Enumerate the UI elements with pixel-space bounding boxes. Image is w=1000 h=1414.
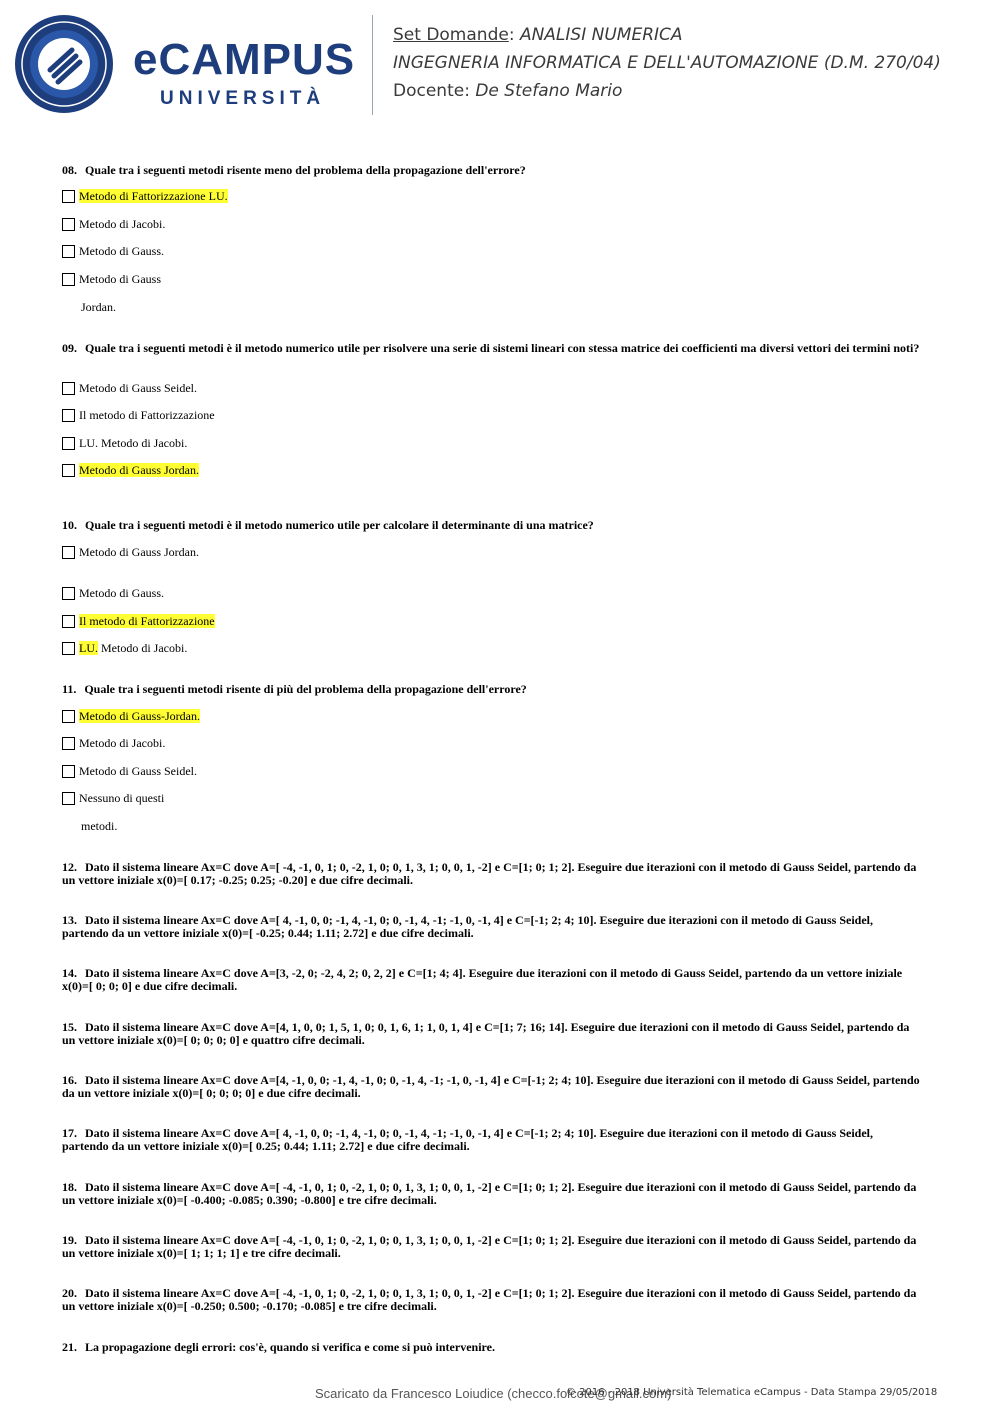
course-name: INGEGNERIA INFORMATICA E DELL'AUTOMAZIONE (D.M. 270/04) — [393, 53, 941, 73]
answer-label: Il metodo di Fattorizzazione — [79, 408, 215, 422]
checkbox[interactable] — [62, 546, 75, 559]
answer-option[interactable] — [62, 614, 215, 629]
answer-option[interactable] — [62, 791, 164, 806]
question-11: 11. Quale tra i seguenti metodi risente di più del problema della propagazione dell'errore? — [62, 682, 527, 696]
answer-option[interactable] — [62, 217, 165, 232]
header-divider — [372, 15, 373, 115]
answer-label-correct: LU. — [79, 641, 98, 655]
answer-option[interactable] — [62, 641, 187, 656]
answer-label: Metodo di Gauss Jordan. — [79, 545, 199, 559]
question-08: 08. Quale tra i seguenti metodi risente meno del problema della propagazione dell'errore? — [62, 163, 526, 177]
question-14: 14. Dato il sistema lineare Ax=C dove A=[3, -2, 0; -2, 4, 2; 0, 2, 2] e C=[1; 4; 4]. Eseguire due iterazioni con il metodo di Gauss Seidel, partendo da un vettore iniziale x(0)=[ 0; 0; 0] e due cifre decimali. — [62, 966, 903, 993]
answer-label: Metodo di Gauss. — [79, 244, 164, 258]
download-watermark: Scaricato da Francesco Loiudice (checco.folcote@gmail.com) — [315, 1386, 672, 1401]
question-10: 10. Quale tra i seguenti metodi è il metodo numerico utile per calcolare il determinante di una matrice? — [62, 518, 594, 532]
checkbox[interactable] — [62, 642, 75, 655]
answer-label-correct: Metodo di Gauss Jordan. — [79, 463, 199, 477]
answer-option[interactable] — [62, 463, 199, 478]
answer-option[interactable] — [62, 381, 197, 396]
question-12: 12. Dato il sistema lineare Ax=C dove A=[ -4, -1, 0, 1; 0, -2, 1, 0; 0, 1, 3, 1; 0, 0, 1, -2] e C=[1; 0; 1; 2]. Eseguire due iterazioni con il metodo di Gauss Seidel, partendo da un vettore iniziale x(0)=[ 0.17; -0.25; 0.25; -0.20] e due cifre decimali. — [62, 860, 917, 887]
answer-label: Metodo di Jacobi. — [79, 217, 166, 231]
answer-label: LU. Metodo di Jacobi. — [79, 436, 188, 450]
answer-option[interactable] — [62, 736, 165, 751]
question-09: 09. Quale tra i seguenti metodi è il metodo numerico utile per risolvere una serie di sistemi lineari con stessa matrice dei coefficienti ma diversi vettori dei termini noti? — [62, 341, 920, 355]
answer-option[interactable] — [62, 545, 199, 560]
teacher-line — [393, 81, 622, 101]
checkbox[interactable] — [62, 218, 75, 231]
question-13: 13. Dato il sistema lineare Ax=C dove A=[ 4, -1, 0, 0; -1, 4, -1, 0; 0, -1, 4, -1; -1, 0, -1, 4] e C=[-1; 2; 4; 10]. Eseguire due iterazioni con il metodo di Gauss Seidel, partendo da un vettore iniziale x(0)=[ -0.25; 0.44; 1.11; 2.72] e due cifre decimali. — [62, 913, 873, 940]
course-line — [393, 53, 941, 73]
answer-continuation: metodi. — [81, 819, 118, 833]
answer-label: Nessuno di questi — [79, 791, 165, 805]
question-21: 21. La propagazione degli errori: cos'è, quando si verifica e come si può intervenire. — [62, 1340, 495, 1354]
question-16: 16. Dato il sistema lineare Ax=C dove A=[4, -1, 0, 0; -1, 4, -1, 0; 0, -1, 4, -1; -1, 0, -1, 4] e C=[-1; 2; 4; 10]. Eseguire due iterazioni con il metodo di Gauss Seidel, partendo da un vettore iniziale x(0)=[ 0; 0; 0; 0] e due cifre decimali. — [62, 1073, 920, 1100]
copyright-text: © 2016 - 2018 Università Telematica eCampus - Data Stampa 29/05/2018 — [566, 1387, 938, 1398]
page-header — [0, 0, 1000, 130]
question-17: 17. Dato il sistema lineare Ax=C dove A=[ 4, -1, 0, 0; -1, 4, -1, 0; 0, -1, 4, -1; -1, 0, -1, 4] e C=[-1; 2; 4; 10]. Eseguire due iterazioni con il metodo di Gauss Seidel, partendo da un vettore iniziale x(0)=[ 0.25; 0.44; 1.11; 2.72] e due cifre decimali. — [62, 1126, 873, 1153]
answer-label: Metodo di Gauss. — [79, 586, 164, 600]
checkbox[interactable] — [62, 737, 75, 750]
answer-label: Metodo di Gauss Seidel. — [79, 381, 197, 395]
page-footer — [0, 1386, 1000, 1406]
answer-option[interactable] — [62, 189, 228, 204]
ecampus-wordmark: eCAMPUS — [133, 35, 356, 84]
answer-option[interactable] — [62, 272, 161, 287]
teacher-label: Docente: — [393, 81, 470, 101]
answer-label: Metodo di Gauss — [79, 272, 161, 286]
set-title: ANALISI NUMERICA — [519, 25, 683, 45]
answer-label-correct: Metodo di Fattorizzazione LU. — [79, 189, 228, 203]
checkbox[interactable] — [62, 382, 75, 395]
ecampus-seal-logo — [14, 14, 114, 114]
checkbox[interactable] — [62, 765, 75, 778]
answer-option[interactable] — [62, 244, 164, 259]
checkbox[interactable] — [62, 409, 75, 422]
answer-option[interactable] — [62, 764, 197, 779]
checkbox[interactable] — [62, 273, 75, 286]
answer-label: Metodo di Jacobi. — [98, 641, 188, 655]
answer-option[interactable] — [62, 709, 200, 724]
set-title-line: Set Domande: ANALISI NUMERICA — [393, 25, 683, 45]
checkbox[interactable] — [62, 615, 75, 628]
answer-label: Metodo di Gauss Seidel. — [79, 764, 197, 778]
checkbox[interactable] — [62, 190, 75, 203]
teacher-name: De Stefano Mario — [475, 81, 623, 101]
answer-label-correct: Metodo di Gauss-Jordan. — [79, 709, 200, 723]
answer-continuation: Jordan. — [81, 300, 116, 314]
checkbox[interactable] — [62, 464, 75, 477]
answer-option[interactable] — [62, 408, 215, 423]
question-20: 20. Dato il sistema lineare Ax=C dove A=[ -4, -1, 0, 1; 0, -2, 1, 0; 0, 1, 3, 1; 0, 0, 1, -2] e C=[1; 0; 1; 2]. Eseguire due iterazioni con il metodo di Gauss Seidel, partendo da un vettore iniziale x(0)=[ -0.250; 0.500; -0.170; -0.085] e tre cifre decimali. — [62, 1286, 917, 1313]
answer-label-correct: Il metodo di Fattorizzazione — [79, 614, 215, 628]
question-19: 19. Dato il sistema lineare Ax=C dove A=[ -4, -1, 0, 1; 0, -2, 1, 0; 0, 1, 3, 1; 0, 0, 1, -2] e C=[1; 0; 1; 2]. Eseguire due iterazioni con il metodo di Gauss Seidel, partendo da un vettore iniziale x(0)=[ 1; 1; 1; 1] e tre cifre decimali. — [62, 1233, 917, 1260]
question-18: 18. Dato il sistema lineare Ax=C dove A=[ -4, -1, 0, 1; 0, -2, 1, 0; 0, 1, 3, 1; 0, 0, 1, -2] e C=[1; 0; 1; 2]. Eseguire due iterazioni con il metodo di Gauss Seidel, partendo da un vettore iniziale x(0)=[ -0.400; -0.085; 0.390; -0.800] e tre cifre decimali. — [62, 1180, 917, 1207]
set-label: Set Domande — [393, 25, 509, 45]
universita-wordmark: UNIVERSITÀ — [160, 88, 326, 109]
checkbox[interactable] — [62, 437, 75, 450]
answer-label: Metodo di Jacobi. — [79, 736, 166, 750]
question-15: 15. Dato il sistema lineare Ax=C dove A=[4, 1, 0, 0; 1, 5, 1, 0; 0, 1, 6, 1; 1, 0, 1, 4] e C=[1; 7; 16; 14]. Eseguire due iterazioni con il metodo di Gauss Seidel, partendo da un vettore iniziale x(0)=[ 0; 0; 0; 0] e quattro cifre decimali. — [62, 1020, 910, 1047]
checkbox[interactable] — [62, 792, 75, 805]
answer-option[interactable] — [62, 586, 164, 601]
checkbox[interactable] — [62, 710, 75, 723]
checkbox[interactable] — [62, 245, 75, 258]
answer-option[interactable] — [62, 436, 187, 451]
checkbox[interactable] — [62, 587, 75, 600]
